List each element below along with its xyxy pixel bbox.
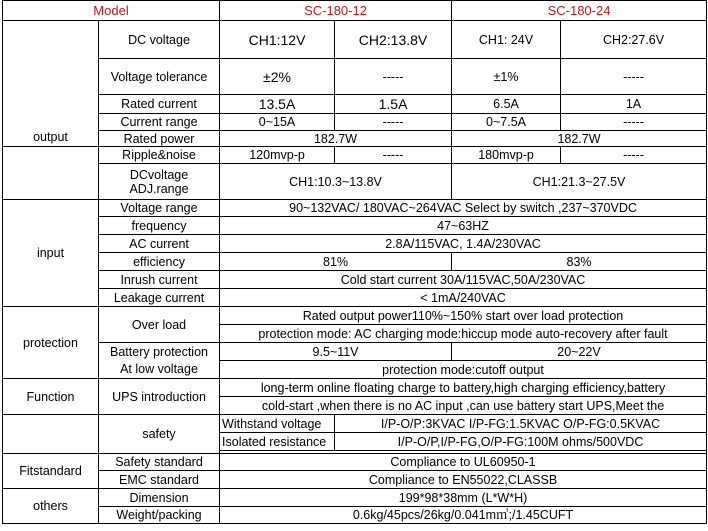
row-label-line: ADJ.range — [129, 181, 189, 196]
header-row — [3, 1, 707, 21]
cell: ±2% — [220, 59, 335, 95]
cell: 0.6kg/45pcs/26kg/0.041m㎥;/1.45CUFT — [220, 507, 707, 524]
row-label: efficiency — [99, 253, 220, 271]
cell: 13.5A — [220, 95, 335, 114]
table-row — [3, 114, 707, 131]
cell: protection mode: AC charging mode:hiccup mode auto-recovery after fault — [220, 325, 707, 343]
row-label: Voltage range — [99, 200, 220, 217]
row-label: Current range — [99, 114, 220, 131]
table-row — [3, 131, 707, 147]
row-label: safety — [99, 415, 220, 454]
cell: protection mode:cutoff output — [220, 361, 707, 379]
row-label: Voltage tolerance — [99, 59, 220, 95]
row-label: At low voltage — [99, 361, 220, 379]
table-row — [3, 164, 707, 200]
cell: 120mvp-p — [220, 147, 335, 164]
row-label: UPS introduction — [99, 379, 220, 415]
cell: I/P-O/P:3KVAC I/P-FG:1.5KVAC O/P-FG:0.5KVAC — [335, 415, 707, 433]
cell: 9.5~11V — [220, 343, 452, 361]
cell: ----- — [561, 59, 707, 95]
cell: I/P-O/P,I/P-FG,O/P-FG:100M ohms/500VDC — [335, 433, 707, 451]
cell: CH1:21.3~27.5V — [452, 164, 707, 200]
blank-group-cell — [3, 415, 99, 454]
table-row — [3, 21, 707, 59]
table-row — [3, 289, 707, 307]
row-label: EMC standard — [99, 471, 220, 489]
function-group-label: Function — [3, 379, 99, 415]
table-row — [3, 95, 707, 114]
row-label: DC voltage — [99, 21, 220, 59]
cell: CH1:12V — [220, 21, 335, 59]
table-row — [3, 253, 707, 271]
cell: 199*98*38mm (L*W*H) — [220, 489, 707, 507]
cell: ----- — [335, 114, 452, 131]
cell: CH1: 24V — [452, 21, 561, 59]
cell: Compliance to EN55022,CLASSB — [220, 471, 707, 489]
row-label — [99, 164, 220, 200]
table-row — [3, 454, 707, 471]
cell: 2.8A/115VAC, 1.4A/230VAC — [220, 235, 707, 253]
cell: CH2:13.8V — [335, 21, 452, 59]
table-row — [3, 507, 707, 524]
cell: 83% — [452, 253, 707, 271]
row-label: Ripple&noise — [99, 147, 220, 164]
row-label: Battery protection — [99, 343, 220, 361]
cell: Rated output power110%~150% start over load protection — [220, 307, 707, 325]
table-row — [3, 59, 707, 95]
row-label-line: DCvoltage — [129, 167, 189, 182]
input-group-label: input — [3, 200, 99, 307]
cell: 180mvp-p — [452, 147, 561, 164]
cell: 182.7W — [220, 131, 452, 147]
cell: 1A — [561, 95, 707, 114]
cell: 1.5A — [335, 95, 452, 114]
cell: CH1:10.3~13.8V — [220, 164, 452, 200]
model-header: Model — [3, 1, 220, 21]
table-row — [3, 271, 707, 289]
fitstandard-group-label: Fitstandard — [3, 454, 99, 489]
table-row — [3, 307, 707, 325]
protection-group-label: protection — [3, 307, 99, 379]
cell: 182.7W — [452, 131, 707, 147]
spec-table — [2, 0, 707, 524]
row-label: AC current — [99, 235, 220, 253]
table-row — [3, 217, 707, 235]
row-label: Leakage current — [99, 289, 220, 307]
cell: ----- — [335, 147, 452, 164]
row-sublabel: Isolated resistance — [220, 433, 335, 451]
table-row — [3, 415, 707, 433]
table-row — [3, 471, 707, 489]
cell: ----- — [335, 59, 452, 95]
cell: 47~63HZ — [220, 217, 707, 235]
cell: ±1% — [452, 59, 561, 95]
cell: ----- — [561, 114, 707, 131]
cell: Cold start current 30A/115VAC,50A/230VAC — [220, 271, 707, 289]
model-24-header: SC-180-24 — [452, 1, 707, 21]
others-group-label: others — [3, 489, 99, 524]
cell: ----- — [561, 147, 707, 164]
model-12-header: SC-180-12 — [220, 1, 452, 21]
row-label: Safety standard — [99, 454, 220, 471]
table-row — [3, 379, 707, 397]
cell: 6.5A — [452, 95, 561, 114]
row-label: Rated power — [99, 131, 220, 147]
table-row — [3, 147, 707, 164]
cell: 20~22V — [452, 343, 707, 361]
table-row — [3, 235, 707, 253]
row-label: Inrush current — [99, 271, 220, 289]
blank-group-cell — [3, 147, 99, 200]
row-label: Over load — [99, 307, 220, 343]
table-row — [3, 361, 707, 379]
table-row — [3, 200, 707, 217]
row-label: Dimension — [99, 489, 220, 507]
cell: 0~15A — [220, 114, 335, 131]
row-sublabel: Withstand voltage — [220, 415, 335, 433]
row-label: Weight/packing — [99, 507, 220, 524]
row-label: Rated current — [99, 95, 220, 114]
table-row — [3, 489, 707, 507]
cell: 0~7.5A — [452, 114, 561, 131]
row-label: frequency — [99, 217, 220, 235]
cell: cold-start ,when there is no AC input ,can use battery start UPS,Meet the — [220, 397, 707, 415]
cell: long-term online floating charge to battery,high charging efficiency,battery — [220, 379, 707, 397]
cell: 81% — [220, 253, 452, 271]
cell: CH2:27.6V — [561, 21, 707, 59]
cell: < 1mA/240VAC — [220, 289, 707, 307]
output-group-label: output — [3, 21, 99, 147]
cell: 90~132VAC/ 180VAC~264VAC Select by switch ,237~370VDC — [220, 200, 707, 217]
cell: Compliance to UL60950-1 — [220, 454, 707, 471]
table-row — [3, 343, 707, 361]
